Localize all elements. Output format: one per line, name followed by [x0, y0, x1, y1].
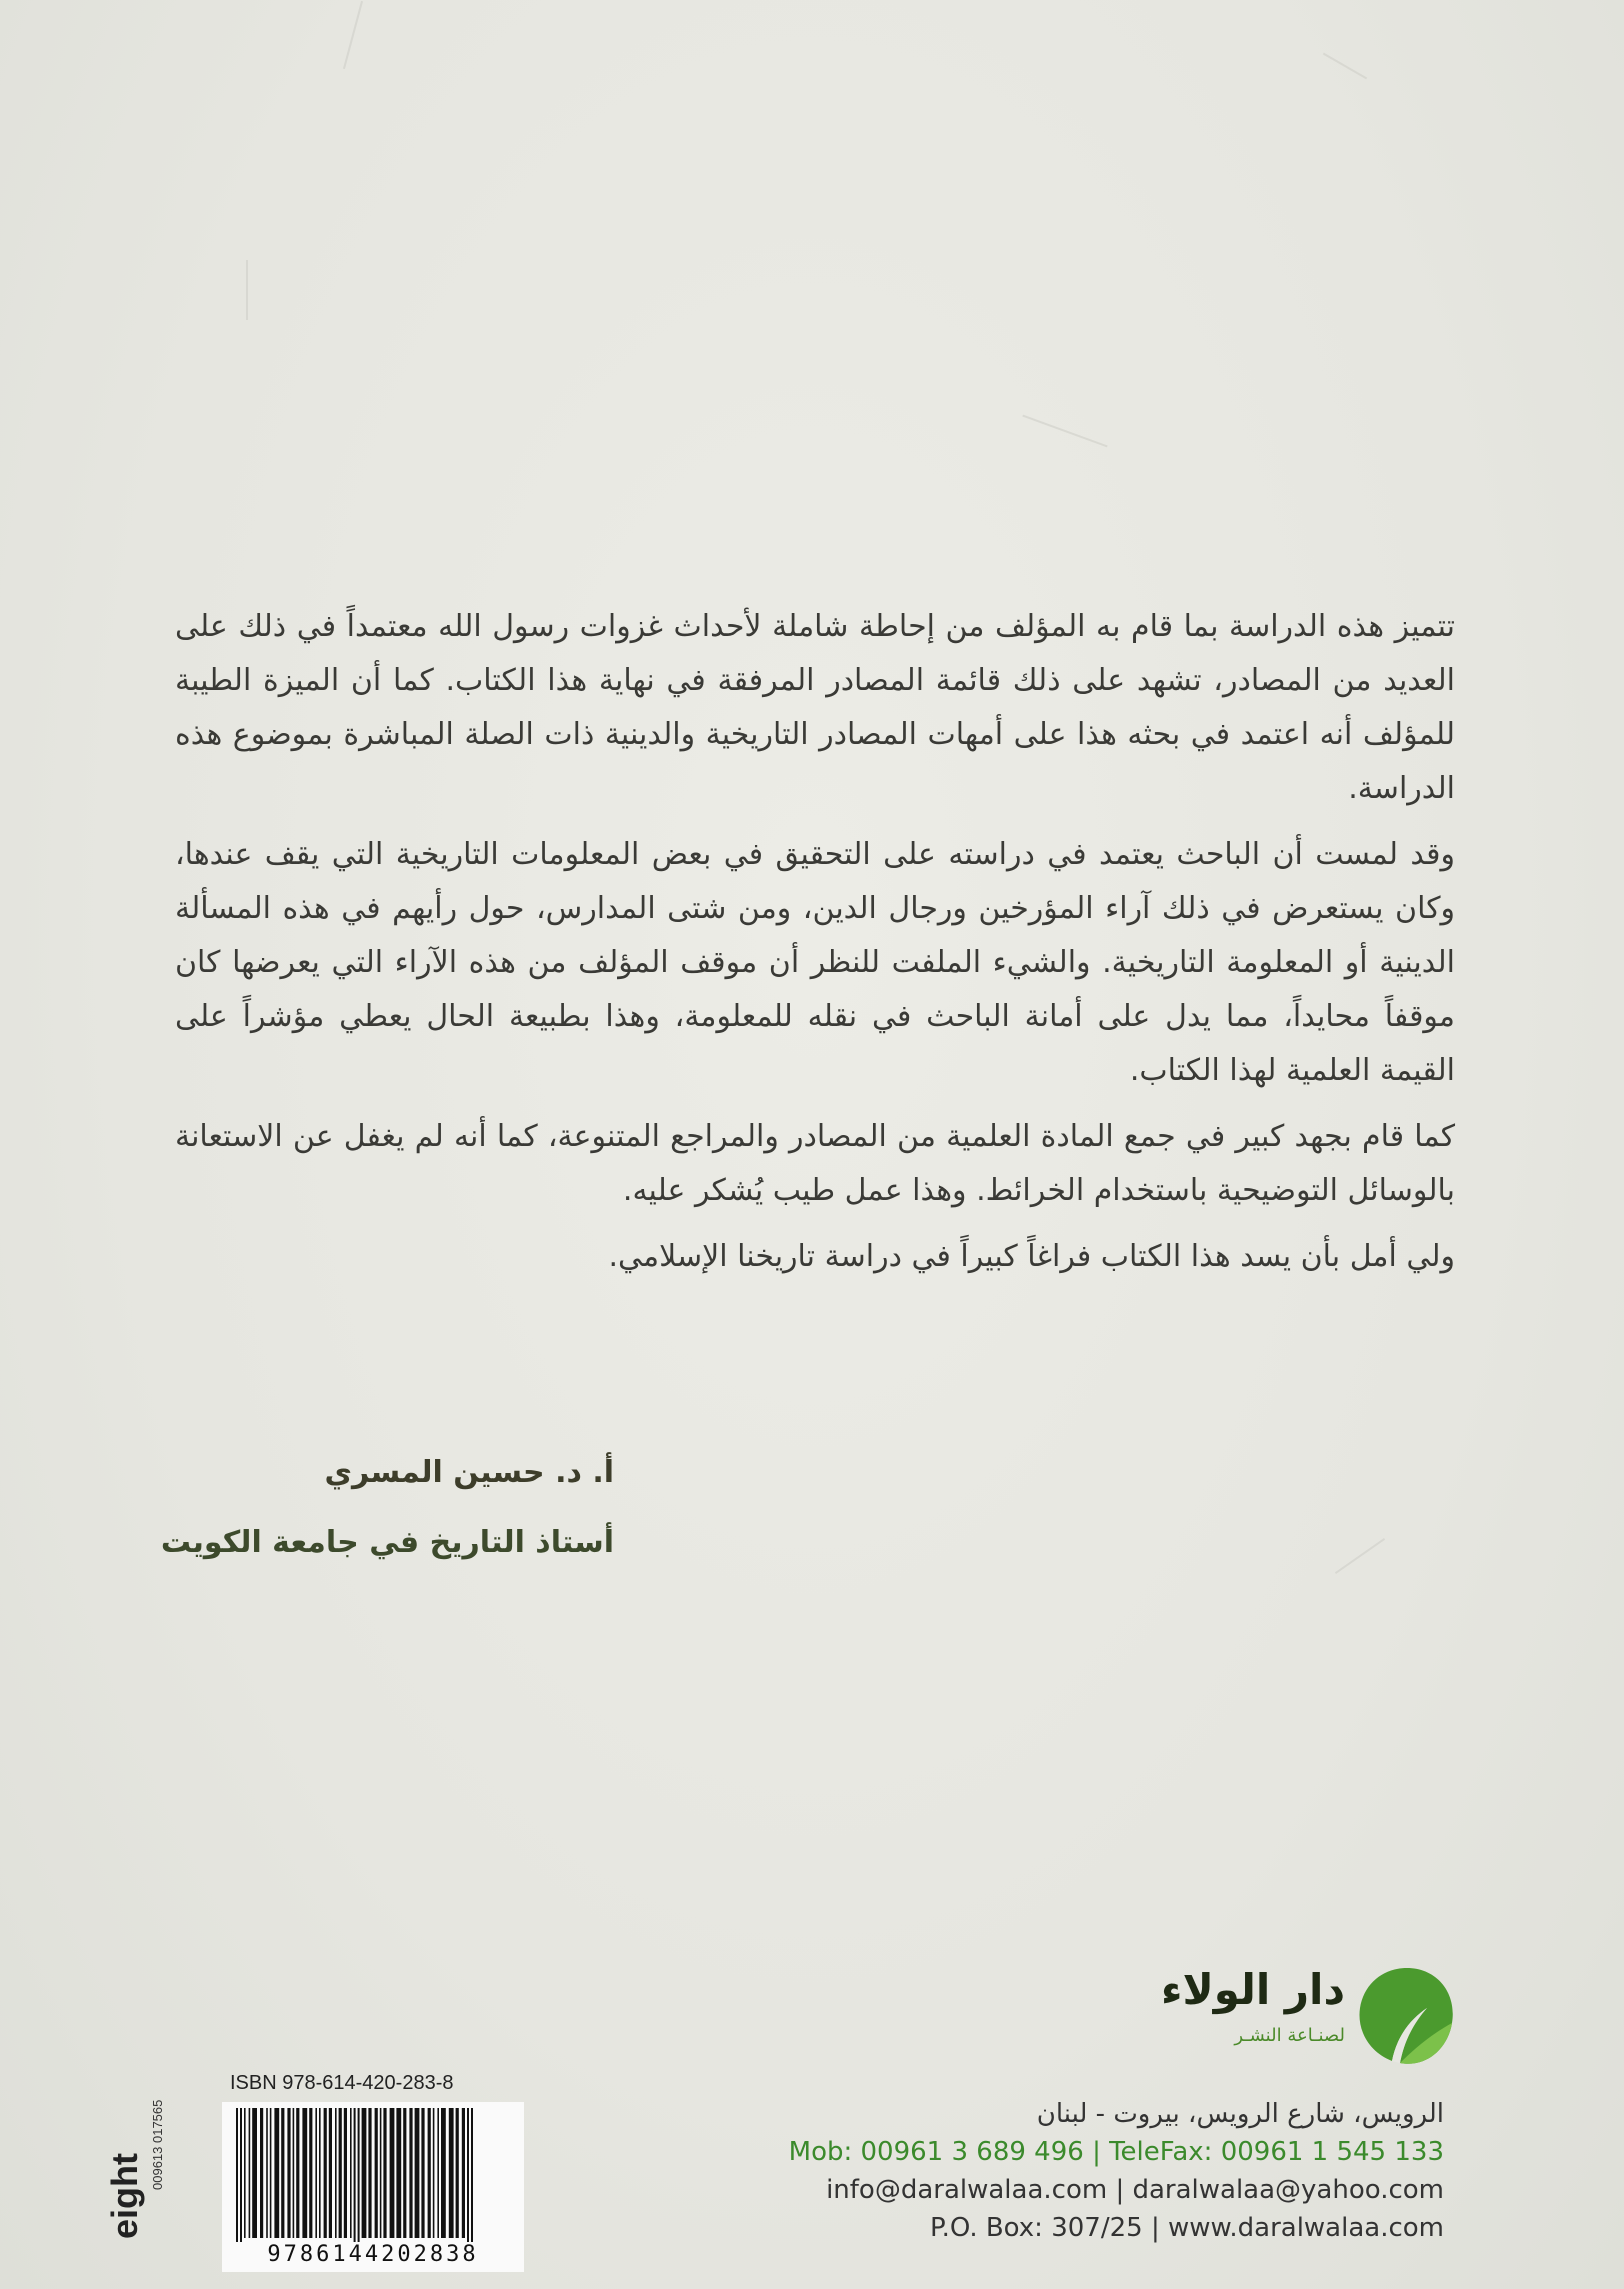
- barcode-bar: [358, 2108, 360, 2250]
- publisher-address: الرويس، شارع الرويس، بيروت - لبنان: [1036, 2099, 1444, 2129]
- barcode-digits: 9786144202838: [222, 2242, 524, 2267]
- barcode-bar: [368, 2108, 371, 2238]
- barcode-bar: [441, 2108, 446, 2238]
- publisher-tagline: لصنـاعة النشـر: [1234, 2025, 1345, 2046]
- barcode-bar: [390, 2108, 395, 2238]
- barcode-bar: [287, 2108, 290, 2238]
- isbn-label: ISBN 978-614-420-283-8: [230, 2072, 454, 2094]
- barcode-bar: [409, 2108, 412, 2238]
- author-name: أ. د. حسين المسري: [324, 1455, 614, 1490]
- barcode-bar: [415, 2108, 420, 2238]
- publisher-emails: info@daralwalaa.com | daralwalaa@yahoo.com: [826, 2175, 1444, 2205]
- foreword-text: [175, 600, 1455, 1296]
- barcode-bar: [467, 2108, 469, 2250]
- barcode-bar: [315, 2108, 317, 2238]
- distributor-logo-word: eight: [104, 2153, 145, 2239]
- barcode-bar: [433, 2108, 435, 2238]
- publisher-leaf-icon: [1352, 1963, 1462, 2073]
- scratch-mark: [1335, 1538, 1385, 1574]
- barcode-bar: [266, 2108, 268, 2238]
- scratch-mark: [246, 260, 248, 320]
- barcode-bar: [319, 2108, 321, 2238]
- barcode-bar: [437, 2108, 439, 2238]
- barcode-bar: [396, 2108, 401, 2238]
- barcode-bar: [456, 2108, 459, 2238]
- barcode-bar: [249, 2108, 251, 2238]
- barcode: [222, 2102, 524, 2272]
- paragraph: ولي أمل بأن يسد هذا الكتاب فراغاً كبيراً في دراسة تاريخنا الإسلامي.: [608, 1239, 1455, 1274]
- publisher-phones: Mob: 00961 3 689 496 | TeleFax: 00961 1 545 133: [788, 2137, 1444, 2167]
- barcode-bar: [344, 2108, 347, 2238]
- distributor-logo: [104, 2140, 152, 2240]
- paragraph: وقد لمست أن الباحث يعتمد في دراسته على التحقيق في بعض المعلومات التاريخية التي يقف عندها، وكان يستعرض في ذلك آراء المؤرخين ورجال الدين، ومن شتى المدارس، حول رأيهم في هذه المسألة الدينية أو المعلومة التاريخية. والشيء الملفت للنظر أن موقف المؤلف من هذه الآراء التي يعرضها كان موقفاً محايداً، مما يدل على أمانة الباحث في نقله للمعلومة، وهذا بطبيعة الحال يعطي مؤشراً على القيمة العلمية لهذا الكتاب.: [175, 837, 1455, 1088]
- scratch-mark: [1022, 415, 1107, 448]
- barcode-bar: [329, 2108, 332, 2238]
- barcode-bar: [296, 2108, 299, 2238]
- barcode-bar: [244, 2108, 246, 2238]
- publisher-name: دار الولاء: [1161, 1965, 1345, 2014]
- barcode-bar: [236, 2108, 238, 2250]
- barcode-bar: [339, 2108, 342, 2238]
- barcode-bar: [471, 2108, 473, 2250]
- barcode-bar: [260, 2108, 263, 2238]
- barcode-bar: [309, 2108, 312, 2238]
- barcode-bar: [362, 2108, 367, 2238]
- barcode-bar: [240, 2108, 242, 2250]
- barcode-bar: [281, 2108, 284, 2238]
- barcode-bar: [449, 2108, 454, 2238]
- scratch-mark: [343, 1, 363, 69]
- distributor-code: 009613 017565: [150, 2099, 165, 2190]
- barcode-bar: [270, 2108, 272, 2238]
- barcode-bar: [403, 2108, 406, 2238]
- publisher-block: [1080, 1955, 1480, 2095]
- barcode-bar: [293, 2108, 295, 2238]
- barcode-bar: [380, 2108, 382, 2238]
- barcode-bar: [335, 2108, 337, 2238]
- barcode-bar: [252, 2108, 257, 2238]
- paragraph: كما قام بجهد كبير في جمع المادة العلمية من المصادر والمراجع المتنوعة، كما أنه لم يغفل عن الاستعانة بالوسائل التوضيحية باستخدام الخرائط. وهذا عمل طيب يُشكر عليه.: [175, 1119, 1455, 1208]
- barcode-bar: [383, 2108, 386, 2238]
- scratch-mark: [1323, 53, 1367, 80]
- barcode-bar: [354, 2108, 356, 2250]
- barcode-bar: [375, 2108, 378, 2238]
- barcode-bar: [350, 2108, 352, 2238]
- publisher-pobox: P.O. Box: 307/25 | www.daralwalaa.com: [930, 2213, 1444, 2243]
- barcode-icon: [222, 2102, 524, 2252]
- publisher-contact: [789, 2095, 1444, 2247]
- barcode-bar: [462, 2108, 465, 2238]
- barcode-bar: [421, 2108, 424, 2238]
- barcode-bar: [324, 2108, 327, 2238]
- barcode-bar: [302, 2108, 307, 2238]
- barcode-bar: [428, 2108, 431, 2238]
- paragraph: تتميز هذه الدراسة بما قام به المؤلف من إحاطة شاملة لأحداث غزوات رسول الله معتمداً في ذلك على العديد من المصادر، تشهد على ذلك قائمة المصادر المرفقة في نهاية هذا الكتاب. كما أن الميزة الطيبة للمؤلف أنه اعتمد في بحثه هذا على أمهات المصادر التاريخية والدينية ذات الصلة المباشرة بموضوع هذه الدراسة.: [175, 609, 1455, 806]
- author-title: أستاذ التاريخ في جامعة الكويت: [160, 1525, 614, 1560]
- barcode-bar: [274, 2108, 279, 2238]
